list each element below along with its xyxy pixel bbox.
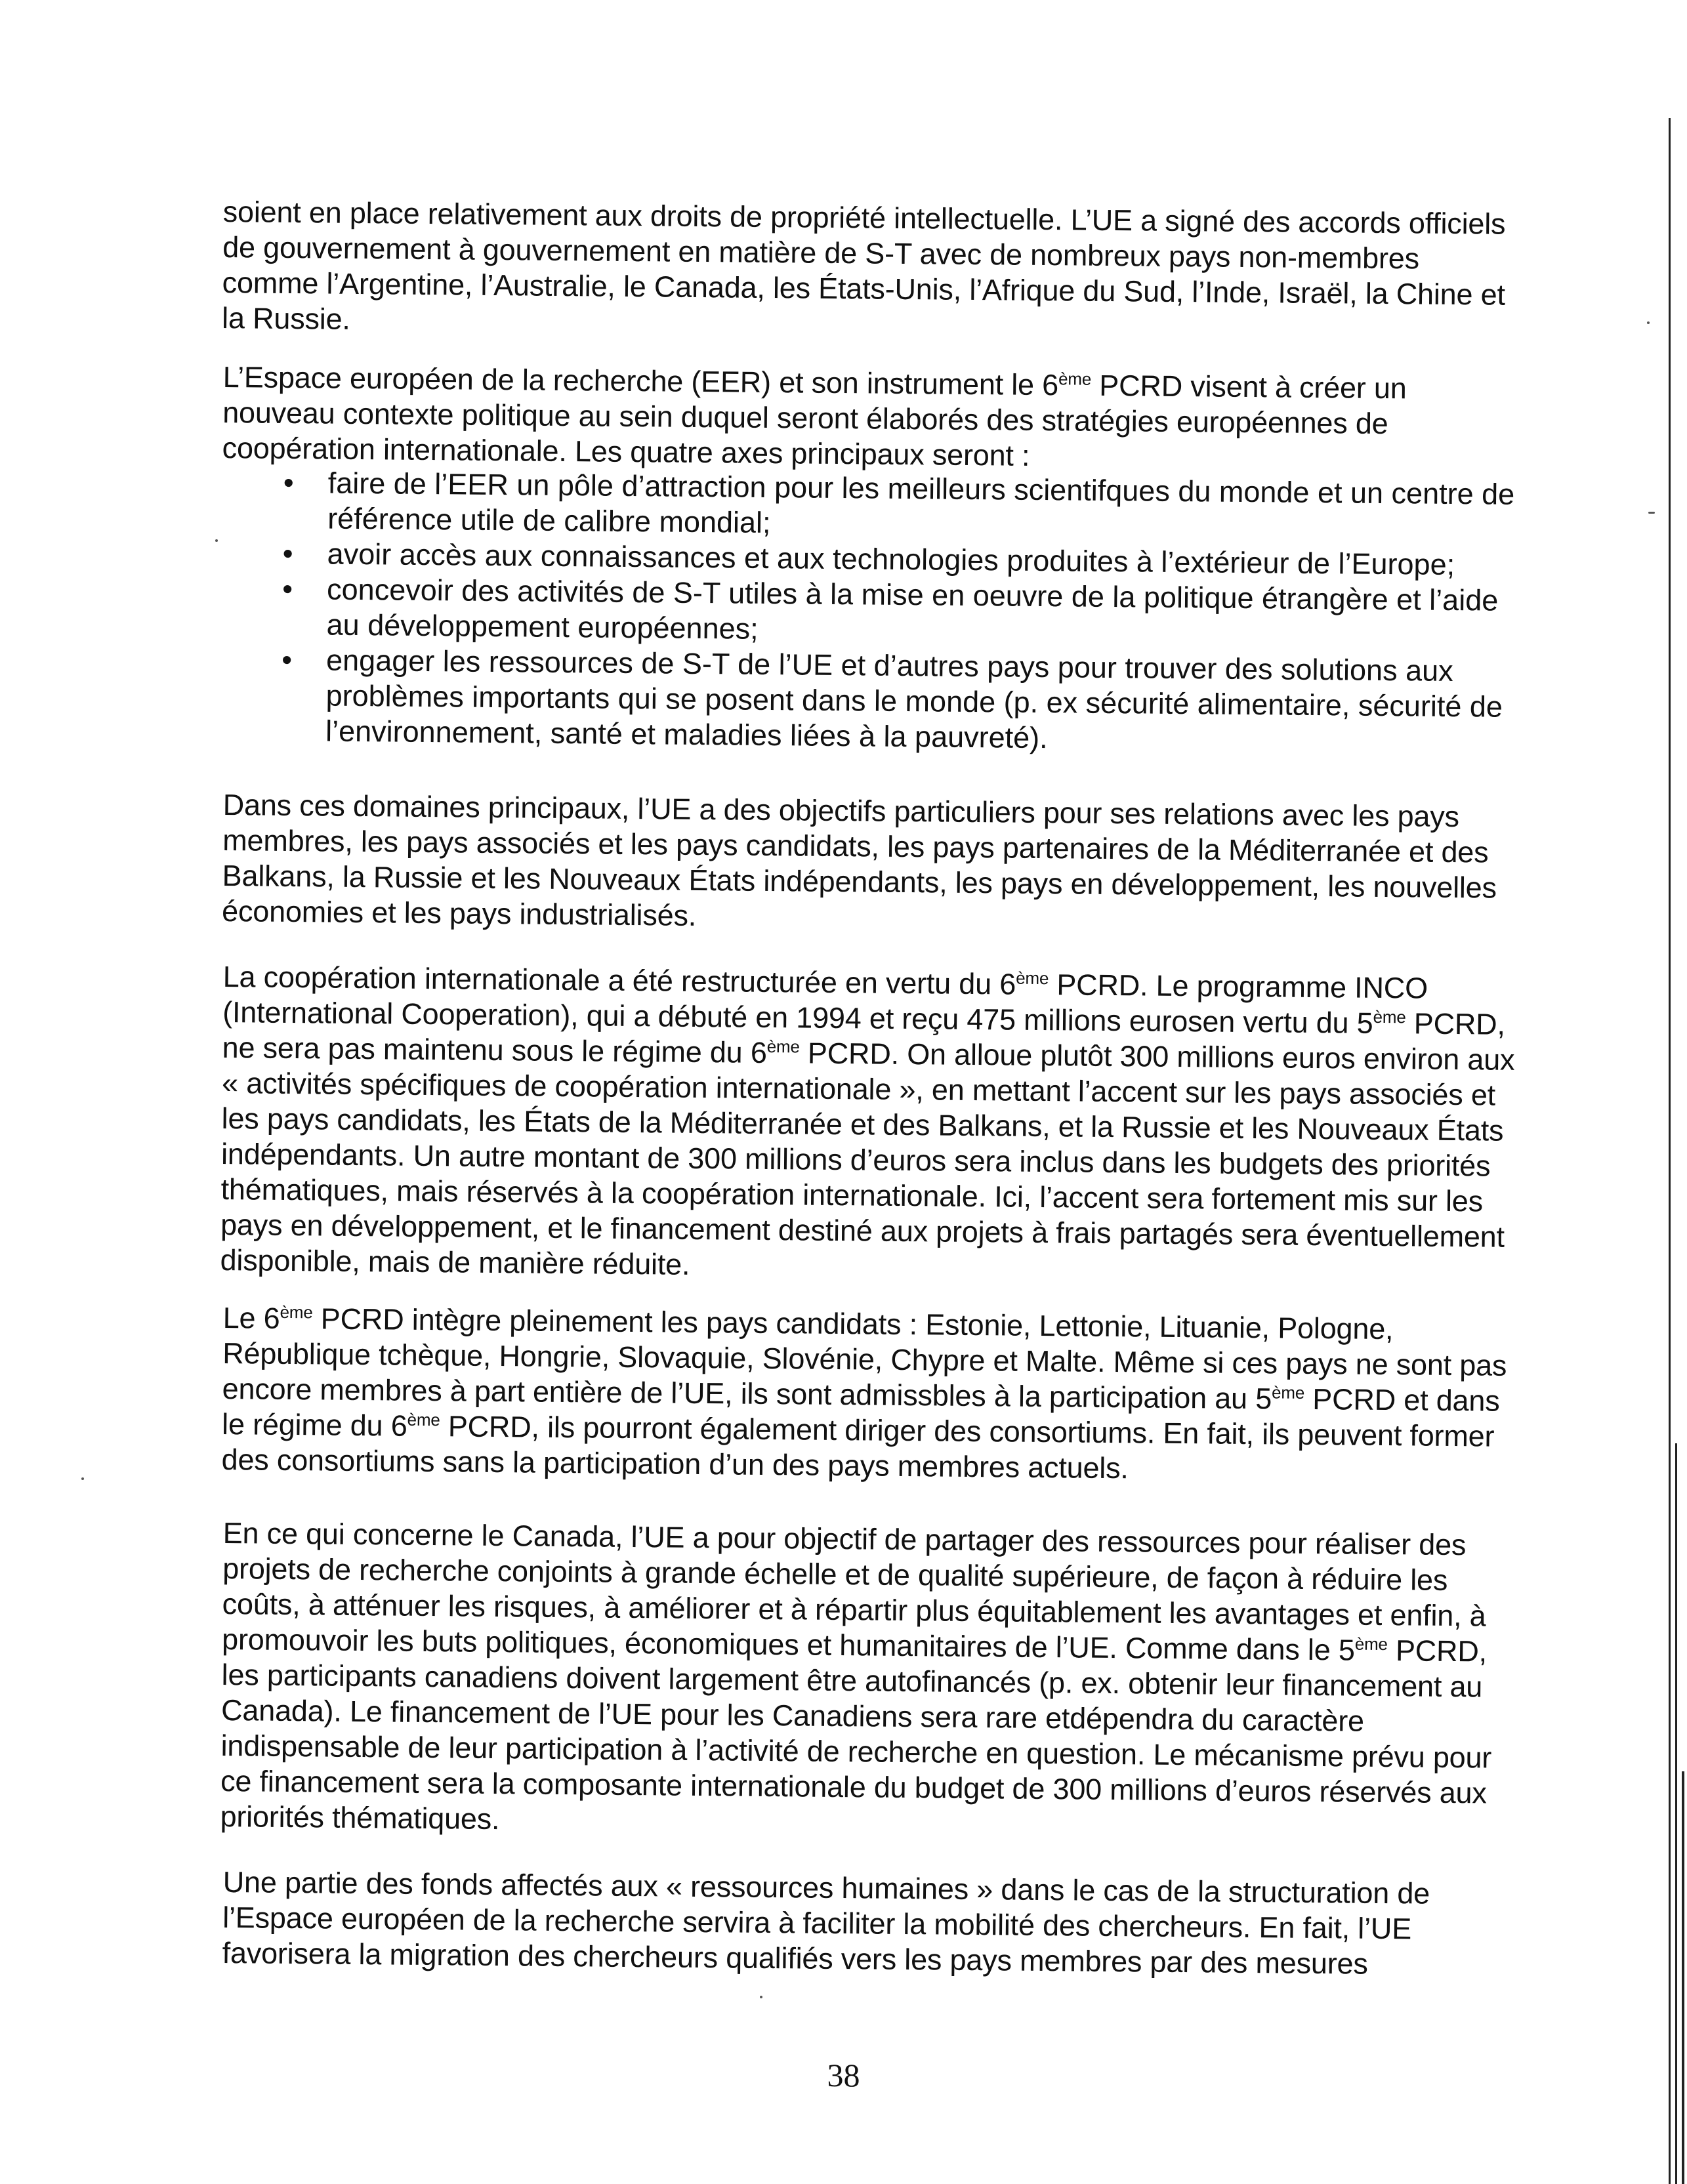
text-run: PCRD intègre pleinement les pays candidats : Estonie, Lettonie, Lituanie, Pologne, République tchèque, Hongrie, Slovaquie, Slovénie, Chypre et Malte. Même si ces pays ne sont pas encore membres à part entière de l’UE, ils sont admissbles à la participation au 5 <box>222 1302 1507 1416</box>
text-run: PCRD. On alloue plutôt 300 millions euros environ aux « activités spécifiques de coopération internationale », en mettant l’accent sur les pays associés et les pays candidats, les États de la Méditerranée et des Balkans, et la Russie et les Nouveaux États indépendants. Un autre montant de 300 millions d’euros sera inclus dans les budgets des priorités thématiques, mais réservés à la coopération internationale. Ici, l’accent sera fortement mis sur les pays en développement, et le financement destiné aux projets à frais partagés sera éventuellement disponible, mais de manière réduite. <box>220 1036 1515 1281</box>
text-run: PCRD, ne sera pas maintenu sous le régime du 6 <box>222 1006 1506 1069</box>
superscript: ème <box>766 1036 800 1057</box>
paragraph-canada <box>220 1515 1516 1847</box>
text-run: PCRD, les participants canadiens doivent largement être autofinancés (p. ex. obtenir leur financement au Canada). Le financement de l’UE pour les Canadiens sera rare etdépendra du caractère indispensable de leur participation à l’activité de recherche en question. Le mécanisme prévu pour ce financement sera la composante internationale du budget de 300 millions d’euros réservés aux priorités thématiques. <box>220 1634 1492 1836</box>
list-item-text: avoir accès aux connaissances et aux technologies produites à l’extérieur de l’Europe; <box>327 537 1455 582</box>
list-item-text: faire de l’EER un pôle d’attraction pour les meilleurs scientifques du monde et un centre de référence utile de calibre mondial; <box>327 466 1515 540</box>
text-run: PCRD visent à créer un nouveau contexte politique au sein duquel seront élaborés des stratégies européennes de coopération internationale. Les quatre axes principaux seront : <box>222 368 1407 472</box>
scan-speck <box>81 1477 84 1480</box>
text-run: En ce qui concerne le Canada, l’UE a pour objectif de partager des ressources pour réaliser des projets de recherche conjoints à grande échelle et de qualité supérieure, de façon à réduire les coûts, à atténuer les risques, à améliorer et à répartir plus équitablement les avantages et enfin, à promouvoir les buts politiques, économiques et humanitaires de l’UE. Comme dans le 5 <box>221 1516 1486 1667</box>
text-run: L’Espace européen de la recherche (EER) et son instrument le 6 <box>222 360 1059 402</box>
paragraph-domains: Dans ces domaines principaux, l’UE a des objectifs particuliers pour ses relations avec les pays membres, les pays associés et les pays candidats, les pays partenaires de la Méditerranée et des Balkans, la Russie et les Nouveaux États indépendants, les pays en développement, les nouvelles économies et les pays industrialisés. <box>221 788 1497 932</box>
scan-speck <box>1648 512 1655 514</box>
text-run: PCRD. Le programme INCO (International Cooperation), qui a débuté en 1994 et reçu 475 millions eurosen vertu du 5 <box>222 968 1428 1040</box>
list-item-text: engager les ressources de S-T de l’UE et d’autres pays pour trouver des solutions aux problèmes importants qui se posent dans le monde (p. ex sécurité alimentaire, sécurité de l’environnement, santé et maladies liées à la pauvreté). <box>325 643 1503 755</box>
paragraph-human-resources: Une partie des fonds affectés aux « ressources humaines » dans le cas de la structuration de l’Espace européen de la recherche servira à faciliter la mobilité des chercheurs. En fait, l’UE favorisera la migration des chercheurs qualifiés vers les pays membres par des mesures <box>222 1865 1430 1981</box>
superscript: ème <box>1058 369 1092 389</box>
list-item <box>222 464 1516 548</box>
superscript: ème <box>1373 1006 1406 1027</box>
bullet-icon: • <box>282 536 293 571</box>
scan-speck <box>760 1996 762 1998</box>
scan-edge-line <box>1669 118 1671 2184</box>
paragraph-cooperation <box>220 959 1516 1290</box>
list-item <box>221 571 1514 654</box>
text-run: Le 6 <box>222 1301 280 1335</box>
text-run: La coopération internationale a été restructurée en vertu du 6 <box>222 960 1016 1001</box>
bullet-icon: • <box>283 465 294 500</box>
bullet-icon: • <box>281 642 293 677</box>
scan-edge-line <box>1682 1771 1684 2184</box>
superscript: ème <box>1016 968 1049 989</box>
scan-edge-line <box>1675 1443 1677 2184</box>
axes-bullet-list <box>220 464 1516 760</box>
paragraph-ip-agreements: soient en place relativement aux droits de propriété intellectuelle. L’UE a signé des accords officiels de gouvernement à gouvernement en matière de S-T avec de nombreux pays non-membres comme l’Argentine, l’Australie, le Canada, les États-Unis, l’Afrique du Sud, l’Inde, Israël, la Chine et la Russie. <box>221 194 1506 336</box>
superscript: ème <box>280 1302 313 1323</box>
page-number: 38 <box>827 2057 860 2093</box>
bullet-icon: • <box>282 571 293 606</box>
scan-speck <box>1647 321 1650 324</box>
paragraph-candidate-countries <box>221 1300 1516 1490</box>
superscript: ème <box>1354 1634 1388 1655</box>
paragraph-eer-intro <box>222 360 1515 478</box>
text-run: PCRD et dans le régime du 6 <box>221 1382 1500 1443</box>
text-run: PCRD, ils pourront également diriger des consortiums. En fait, ils peuvent former des consortiums sans la participation d’un des pays membres actuels. <box>221 1409 1495 1485</box>
list-item <box>220 642 1514 760</box>
list-item-text: concevoir des activités de S-T utiles à la mise en oeuvre de la politique étrangère et l’aide au développement européennes; <box>326 572 1499 646</box>
scan-speck <box>215 539 218 542</box>
superscript: ème <box>1271 1382 1305 1403</box>
superscript: ème <box>407 1409 440 1430</box>
